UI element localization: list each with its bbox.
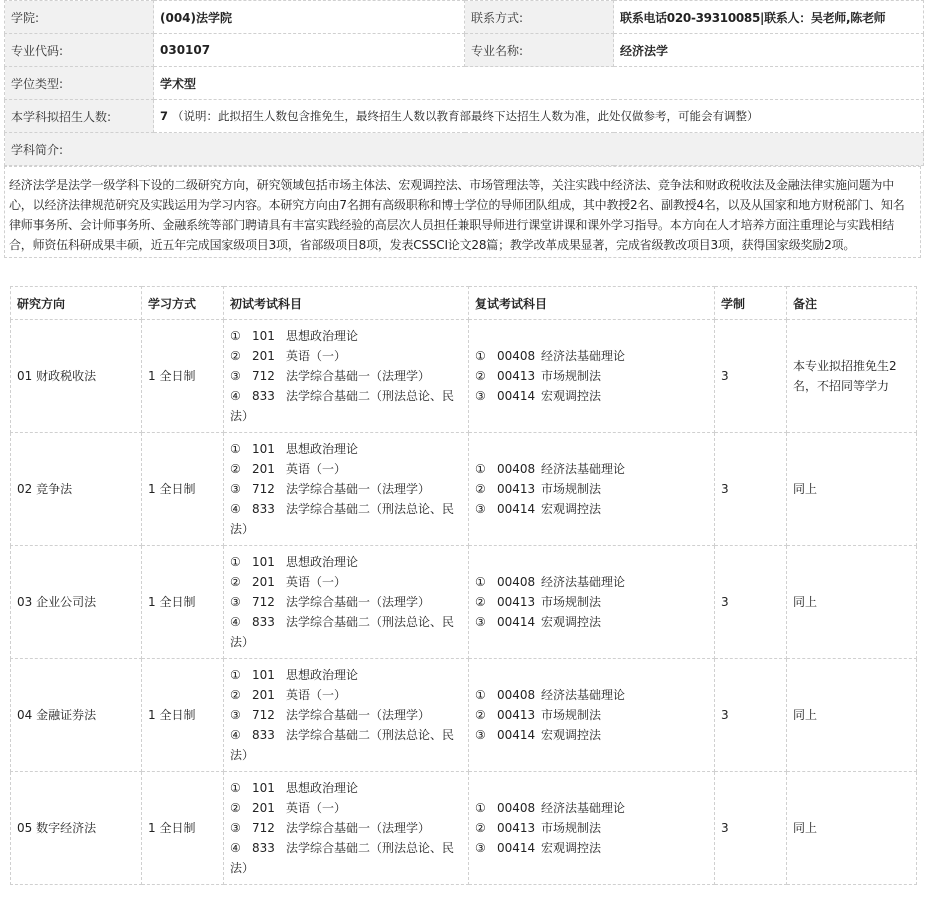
prelim-subjects-cell bbox=[224, 433, 469, 546]
subject-name: 宏观调控法 bbox=[541, 728, 602, 742]
contact-value: 联系电话020-39310085|联系人：吴老师,陈老师 bbox=[614, 1, 924, 34]
subject-name: 经济法基础理论 bbox=[541, 462, 626, 476]
major-code-label: 专业代码: bbox=[5, 34, 154, 67]
subject-code: 201 bbox=[252, 688, 275, 702]
subject-code: 00413 bbox=[497, 482, 536, 496]
subject-item bbox=[475, 499, 708, 519]
retest-subjects-cell bbox=[469, 659, 715, 772]
subject-item bbox=[475, 705, 708, 725]
subject-index: ④ bbox=[230, 615, 241, 629]
subject-index: ③ bbox=[475, 841, 486, 855]
subject-code: 101 bbox=[252, 781, 275, 795]
subject-name: 英语（一） bbox=[286, 349, 347, 363]
intro-text: 经济法学是法学一级学科下设的二级研究方向，研究领域包括市场主体法、宏观调控法、市场管理法等，关注实践中经济法、竞争法和财政税收法及金融法律实施问题为中心，以经济法律规范研究及实践运用为学习内容。本研究方向由7名拥有高级职称和博士学位的导师团队组成，其中教授2名、副教授4名，以及从国家和地方财税部门、知名律师事务所、会计师事务所、金融系统等部门聘请具有丰富实践经验的高层次人员担任兼职导师进行课堂讲课和课外学习指导。本方向在人才培养方面注重理论与实践相结合，师资伍科研成果丰硕，近五年完成国家级项目3项，省部级项目8项，发表CSSCI论文28篇；教学改革成果显著，完成省级教改项目3项，获得国家级奖励2项。 bbox=[4, 166, 921, 258]
subject-name: 思想政治理论 bbox=[286, 555, 359, 569]
retest-subjects-cell bbox=[469, 433, 715, 546]
subject-item bbox=[230, 665, 462, 685]
subject-code: 833 bbox=[252, 841, 275, 855]
info-row-quota bbox=[5, 100, 924, 133]
subject-item bbox=[230, 725, 462, 765]
table-row bbox=[11, 772, 917, 885]
note-cell: 同上 bbox=[787, 772, 917, 885]
subject-code: 201 bbox=[252, 801, 275, 815]
subject-name: 法学综合基础一（法理学） bbox=[286, 595, 431, 609]
subject-name: 宏观调控法 bbox=[541, 615, 602, 629]
subject-item bbox=[475, 685, 708, 705]
retest-subjects-cell bbox=[469, 320, 715, 433]
subject-name: 英语（一） bbox=[286, 462, 347, 476]
subject-code: 00408 bbox=[497, 688, 536, 702]
subject-item bbox=[230, 479, 462, 499]
subject-name: 英语（一） bbox=[286, 688, 347, 702]
subject-name: 法学综合基础一（法理学） bbox=[286, 369, 431, 383]
subject-index: ④ bbox=[230, 728, 241, 742]
subject-item bbox=[230, 612, 462, 652]
degree-type-label: 学位类型: bbox=[5, 67, 154, 100]
header-prelim-subjects: 初试考试科目 bbox=[224, 287, 469, 320]
subject-code: 00414 bbox=[497, 502, 536, 516]
subject-name: 经济法基础理论 bbox=[541, 801, 626, 815]
subject-index: ③ bbox=[230, 595, 241, 609]
subject-code: 712 bbox=[252, 369, 275, 383]
subject-name: 思想政治理论 bbox=[286, 442, 359, 456]
subject-code: 00414 bbox=[497, 615, 536, 629]
subject-item bbox=[475, 346, 708, 366]
years-cell: 3 bbox=[715, 772, 787, 885]
subject-index: ① bbox=[475, 349, 486, 363]
subject-item bbox=[230, 346, 462, 366]
prelim-subjects-cell bbox=[224, 659, 469, 772]
subject-index: ① bbox=[230, 442, 241, 456]
subject-index: ④ bbox=[230, 841, 241, 855]
note-cell: 本专业拟招推免生2名，不招同等学力 bbox=[787, 320, 917, 433]
subject-item bbox=[475, 798, 708, 818]
subject-name: 宏观调控法 bbox=[541, 841, 602, 855]
years-cell: 3 bbox=[715, 546, 787, 659]
subject-item bbox=[230, 439, 462, 459]
subject-name: 法学综合基础二（刑法总论、民法） bbox=[230, 841, 455, 875]
subject-name: 宏观调控法 bbox=[541, 389, 602, 403]
subject-index: ③ bbox=[475, 728, 486, 742]
header-note: 备注 bbox=[787, 287, 917, 320]
study-mode-cell: 1 全日制 bbox=[142, 546, 224, 659]
subject-item bbox=[475, 479, 708, 499]
note-cell: 同上 bbox=[787, 546, 917, 659]
quota-label: 本学科拟招生人数: bbox=[5, 100, 154, 133]
subject-name: 市场规制法 bbox=[541, 369, 602, 383]
subject-index: ① bbox=[230, 555, 241, 569]
direction-cell: 05 数字经济法 bbox=[11, 772, 142, 885]
subject-name: 法学综合基础二（刑法总论、民法） bbox=[230, 389, 455, 423]
subject-code: 00413 bbox=[497, 595, 536, 609]
subject-item bbox=[230, 778, 462, 798]
subject-index: ② bbox=[230, 462, 241, 476]
subject-item bbox=[230, 705, 462, 725]
table-header-row bbox=[11, 287, 917, 320]
table-row bbox=[11, 320, 917, 433]
subject-index: ② bbox=[230, 801, 241, 815]
subject-index: ③ bbox=[230, 821, 241, 835]
major-name-value: 经济法学 bbox=[614, 34, 924, 67]
subject-name: 思想政治理论 bbox=[286, 781, 359, 795]
subject-item bbox=[475, 612, 708, 632]
subject-code: 833 bbox=[252, 502, 275, 516]
subject-code: 712 bbox=[252, 708, 275, 722]
subject-index: ① bbox=[230, 329, 241, 343]
quota-cell bbox=[154, 100, 924, 133]
direction-cell: 02 竞争法 bbox=[11, 433, 142, 546]
subject-item bbox=[475, 592, 708, 612]
subject-code: 101 bbox=[252, 442, 275, 456]
direction-cell: 01 财政税收法 bbox=[11, 320, 142, 433]
intro-label: 学科简介: bbox=[5, 133, 924, 166]
subject-item bbox=[230, 818, 462, 838]
subject-name: 宏观调控法 bbox=[541, 502, 602, 516]
subject-name: 法学综合基础二（刑法总论、民法） bbox=[230, 502, 455, 536]
subject-index: ④ bbox=[230, 502, 241, 516]
subject-item bbox=[230, 459, 462, 479]
subject-name: 市场规制法 bbox=[541, 482, 602, 496]
years-cell: 3 bbox=[715, 659, 787, 772]
subject-item bbox=[475, 818, 708, 838]
subject-index: ② bbox=[230, 575, 241, 589]
note-cell: 同上 bbox=[787, 433, 917, 546]
subject-code: 00413 bbox=[497, 708, 536, 722]
subject-index: ② bbox=[475, 482, 486, 496]
info-row-college bbox=[5, 1, 924, 34]
subject-item bbox=[230, 552, 462, 572]
subject-code: 201 bbox=[252, 349, 275, 363]
header-study-mode: 学习方式 bbox=[142, 287, 224, 320]
table-row bbox=[11, 433, 917, 546]
subject-item bbox=[230, 499, 462, 539]
info-row-degree bbox=[5, 67, 924, 100]
subject-name: 市场规制法 bbox=[541, 595, 602, 609]
subject-item bbox=[475, 572, 708, 592]
subject-code: 712 bbox=[252, 595, 275, 609]
subject-code: 201 bbox=[252, 462, 275, 476]
subject-index: ③ bbox=[230, 482, 241, 496]
subject-name: 市场规制法 bbox=[541, 821, 602, 835]
quota-note: （说明：此拟招生人数包含推免生，最终招生人数以教育部最终下达招生人数为准，此处仅做参考，可能会有调整） bbox=[172, 109, 759, 123]
subject-code: 00408 bbox=[497, 462, 536, 476]
prelim-subjects-cell bbox=[224, 546, 469, 659]
subject-item bbox=[230, 838, 462, 878]
subject-item bbox=[475, 459, 708, 479]
subject-index: ④ bbox=[230, 389, 241, 403]
subject-name: 英语（一） bbox=[286, 801, 347, 815]
subject-name: 市场规制法 bbox=[541, 708, 602, 722]
subject-name: 经济法基础理论 bbox=[541, 688, 626, 702]
subject-code: 00414 bbox=[497, 389, 536, 403]
subject-index: ② bbox=[230, 688, 241, 702]
info-row-code bbox=[5, 34, 924, 67]
major-name-label: 专业名称: bbox=[465, 34, 614, 67]
table-row bbox=[11, 546, 917, 659]
info-row-intro-label bbox=[5, 133, 924, 166]
subject-index: ③ bbox=[230, 369, 241, 383]
subject-index: ③ bbox=[475, 615, 486, 629]
subject-code: 712 bbox=[252, 821, 275, 835]
subject-item bbox=[230, 572, 462, 592]
subject-item bbox=[230, 386, 462, 426]
subject-code: 101 bbox=[252, 668, 275, 682]
subject-item bbox=[230, 366, 462, 386]
subject-index: ③ bbox=[230, 708, 241, 722]
subject-code: 833 bbox=[252, 728, 275, 742]
subject-item bbox=[230, 685, 462, 705]
subject-name: 法学综合基础一（法理学） bbox=[286, 821, 431, 835]
subject-item bbox=[230, 592, 462, 612]
study-mode-cell: 1 全日制 bbox=[142, 320, 224, 433]
subject-item bbox=[475, 366, 708, 386]
direction-cell: 04 金融证券法 bbox=[11, 659, 142, 772]
subject-name: 经济法基础理论 bbox=[541, 349, 626, 363]
retest-subjects-cell bbox=[469, 546, 715, 659]
subject-code: 712 bbox=[252, 482, 275, 496]
subject-name: 法学综合基础一（法理学） bbox=[286, 708, 431, 722]
subject-index: ② bbox=[230, 349, 241, 363]
subject-index: ① bbox=[475, 688, 486, 702]
header-retest-subjects: 复试考试科目 bbox=[469, 287, 715, 320]
years-cell: 3 bbox=[715, 433, 787, 546]
subject-name: 法学综合基础二（刑法总论、民法） bbox=[230, 615, 455, 649]
subject-name: 法学综合基础一（法理学） bbox=[286, 482, 431, 496]
direction-cell: 03 企业公司法 bbox=[11, 546, 142, 659]
subject-code: 201 bbox=[252, 575, 275, 589]
subject-name: 思想政治理论 bbox=[286, 329, 359, 343]
research-direction-table bbox=[10, 286, 917, 885]
degree-type-value: 学术型 bbox=[154, 67, 924, 100]
subject-code: 00408 bbox=[497, 801, 536, 815]
subject-item bbox=[475, 725, 708, 745]
prelim-subjects-cell bbox=[224, 772, 469, 885]
study-mode-cell: 1 全日制 bbox=[142, 772, 224, 885]
subject-item bbox=[475, 386, 708, 406]
subject-code: 833 bbox=[252, 389, 275, 403]
years-cell: 3 bbox=[715, 320, 787, 433]
subject-index: ① bbox=[475, 462, 486, 476]
subject-name: 英语（一） bbox=[286, 575, 347, 589]
subject-code: 00408 bbox=[497, 349, 536, 363]
prelim-subjects-cell bbox=[224, 320, 469, 433]
subject-index: ① bbox=[230, 781, 241, 795]
subject-index: ② bbox=[475, 821, 486, 835]
quota-value: 7 bbox=[160, 109, 169, 123]
subject-code: 00414 bbox=[497, 728, 536, 742]
retest-subjects-cell bbox=[469, 772, 715, 885]
contact-label: 联系方式: bbox=[465, 1, 614, 34]
subject-code: 833 bbox=[252, 615, 275, 629]
subject-code: 101 bbox=[252, 329, 275, 343]
subject-index: ① bbox=[475, 801, 486, 815]
subject-name: 经济法基础理论 bbox=[541, 575, 626, 589]
header-years: 学制 bbox=[715, 287, 787, 320]
table-body bbox=[11, 320, 917, 885]
header-direction: 研究方向 bbox=[11, 287, 142, 320]
major-code-value: 030107 bbox=[154, 34, 465, 67]
college-label: 学院: bbox=[5, 1, 154, 34]
subject-index: ③ bbox=[475, 502, 486, 516]
subject-code: 00413 bbox=[497, 821, 536, 835]
study-mode-cell: 1 全日制 bbox=[142, 433, 224, 546]
subject-index: ② bbox=[475, 369, 486, 383]
subject-index: ② bbox=[475, 595, 486, 609]
subject-item bbox=[475, 838, 708, 858]
subject-code: 00408 bbox=[497, 575, 536, 589]
subject-item bbox=[230, 326, 462, 346]
subject-code: 00414 bbox=[497, 841, 536, 855]
subject-index: ③ bbox=[475, 389, 486, 403]
subject-name: 思想政治理论 bbox=[286, 668, 359, 682]
table-row bbox=[11, 659, 917, 772]
subject-index: ① bbox=[230, 668, 241, 682]
subject-code: 101 bbox=[252, 555, 275, 569]
subject-code: 00413 bbox=[497, 369, 536, 383]
subject-name: 法学综合基础二（刑法总论、民法） bbox=[230, 728, 455, 762]
subject-index: ① bbox=[475, 575, 486, 589]
subject-item bbox=[230, 798, 462, 818]
program-info-table bbox=[4, 0, 924, 166]
college-value: (004)法学院 bbox=[154, 1, 465, 34]
subject-index: ② bbox=[475, 708, 486, 722]
study-mode-cell: 1 全日制 bbox=[142, 659, 224, 772]
note-cell: 同上 bbox=[787, 659, 917, 772]
